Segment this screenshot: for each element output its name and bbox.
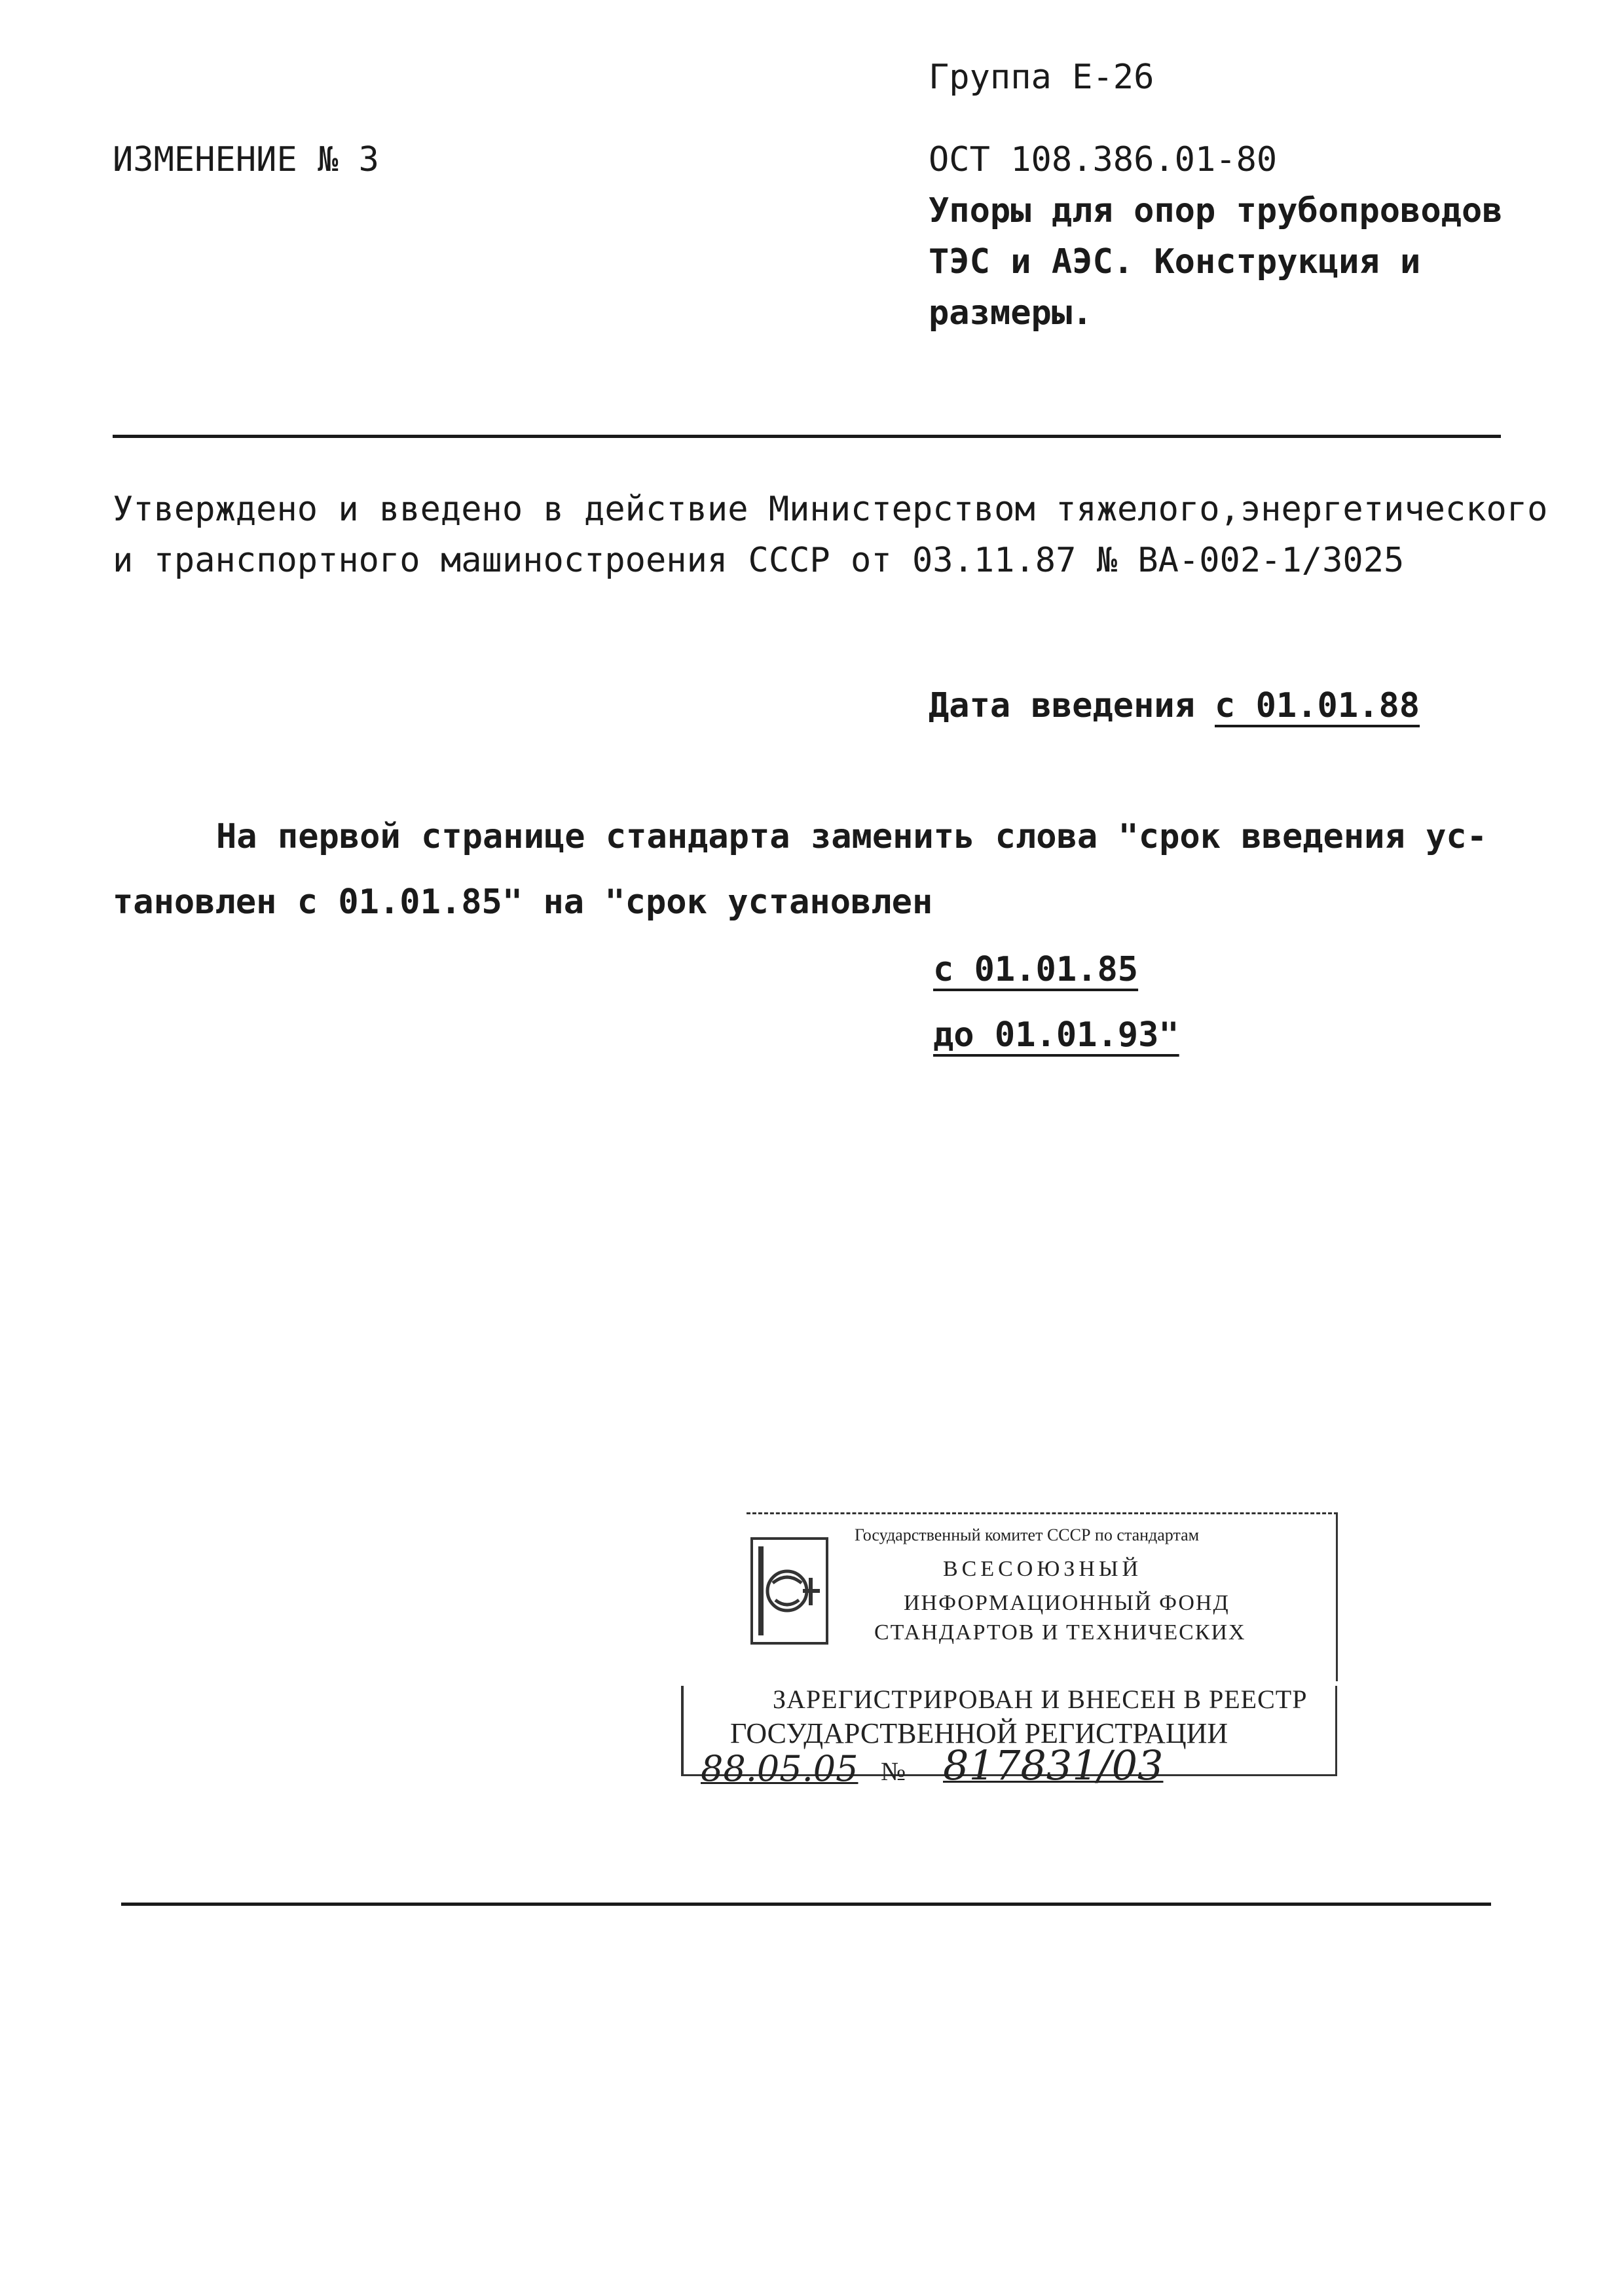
stamp-text: ВСЕСОЮЗНЫЙ <box>943 1557 1143 1581</box>
approval-line: и транспортного машиностроения СССР от 03.11.87 № ВА-002-1/3025 <box>113 541 1405 580</box>
introduction-date-value: с 01.01.88 <box>1215 686 1420 725</box>
standard-title-line: ТЭС и АЭС. Конструкция и <box>929 242 1421 282</box>
standard-title-line: Упоры для опор трубопроводов <box>929 191 1503 230</box>
registration-date: 88.05.05 <box>701 1748 858 1789</box>
registration-number-label: № <box>881 1757 906 1786</box>
change-number: ИЗМЕНЕНИЕ № 3 <box>113 140 379 179</box>
stamp-text: ИНФОРМАЦИОННЫЙ ФОНД <box>904 1591 1230 1615</box>
standard-number: ОСТ 108.386.01-80 <box>929 140 1278 179</box>
registration-stamp <box>681 1512 1356 1800</box>
standard-title-line: размеры. <box>929 293 1093 333</box>
approval-line: Утверждено и введено в действие Министерством тяжелого,энергетического <box>113 490 1548 529</box>
body-date-to: до 01.01.93" <box>933 1015 1179 1055</box>
emblem-icon <box>747 1532 835 1650</box>
horizontal-rule <box>121 1903 1491 1906</box>
group-label: Группа Е-26 <box>929 58 1154 97</box>
stamp-text: Государственный комитет СССР по стандартам <box>855 1525 1200 1544</box>
stamp-text: ЗАРЕГИСТРИРОВАН И ВНЕСЕН В РЕЕСТР <box>773 1685 1308 1714</box>
stamp-text: ГОСУДАРСТВЕННОЙ РЕГИСТРАЦИИ <box>730 1717 1228 1749</box>
introduction-date-label: Дата введения <box>929 686 1195 725</box>
body-line: тановлен с 01.01.85" на "срок установлен <box>113 883 933 922</box>
stamp-text: СТАНДАРТОВ И ТЕХНИЧЕСКИХ <box>874 1620 1246 1645</box>
horizontal-rule <box>113 435 1501 438</box>
registration-number: 817831/03 <box>943 1741 1164 1789</box>
body-line: На первой странице стандарта заменить слова "срок введения ус- <box>216 817 1488 856</box>
body-date-from: с 01.01.85 <box>933 950 1139 989</box>
